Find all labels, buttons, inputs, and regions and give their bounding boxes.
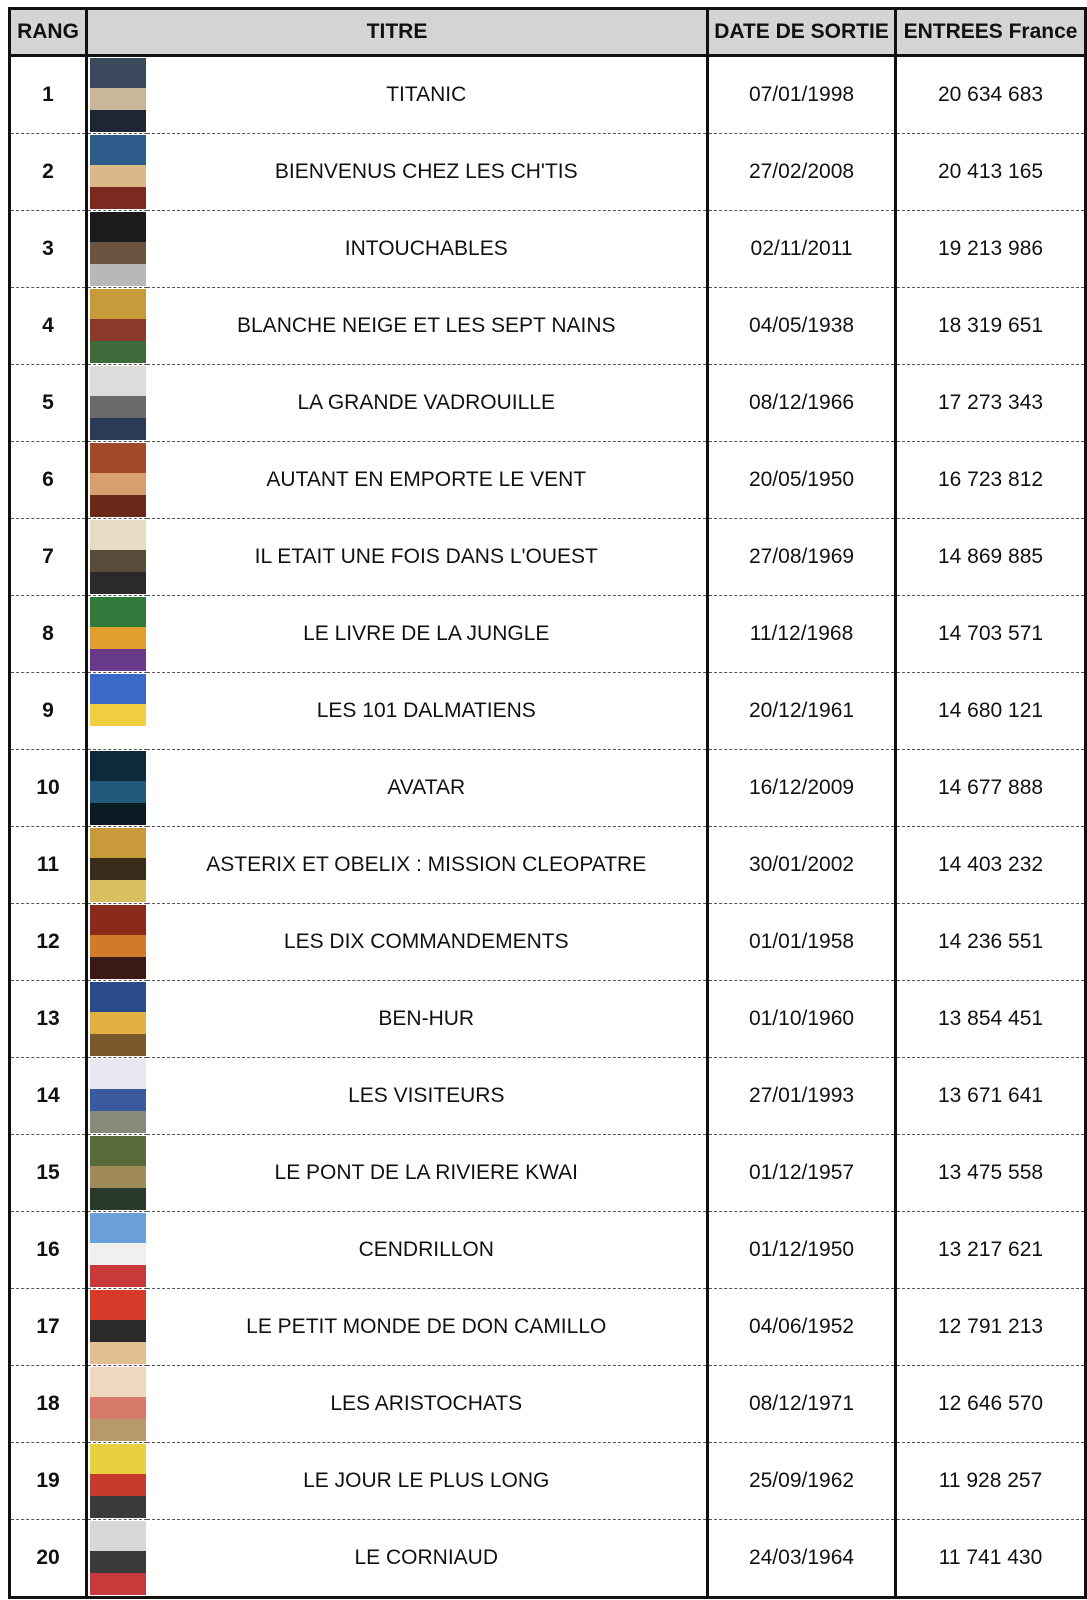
title-cell [147,1058,708,1135]
rank-cell: 19 [10,1443,87,1520]
movie-poster-thumbnail [90,1521,146,1595]
table-row [10,827,1086,904]
release-date-cell: 01/12/1957 [708,1135,896,1212]
poster-cell [87,981,147,1058]
movie-title: TITANIC [386,83,467,106]
title-cell [147,1135,708,1212]
title-cell [147,1443,708,1520]
entries-cell: 18 319 651 [896,288,1086,365]
poster-color-band [90,880,146,902]
rank-cell: 6 [10,442,87,519]
rank-cell: 17 [10,1289,87,1366]
movie-poster-thumbnail [90,597,146,671]
table-row [10,211,1086,288]
movie-poster-thumbnail [90,751,146,825]
entries-cell: 14 703 571 [896,596,1086,673]
entries-cell: 14 403 232 [896,827,1086,904]
poster-color-band [90,1551,146,1573]
table-row [10,981,1086,1058]
table-row [10,519,1086,596]
movie-title: LES VISITEURS [348,1084,505,1107]
title-cell [147,365,708,442]
movie-title: LE PETIT MONDE DE DON CAMILLO [246,1315,607,1338]
movie-poster-thumbnail [90,1290,146,1364]
poster-color-band [90,396,146,418]
movie-poster-thumbnail [90,212,146,286]
poster-color-band [90,242,146,264]
poster-cell [87,1366,147,1443]
rank-cell: 9 [10,673,87,750]
poster-color-band [90,982,146,1012]
poster-color-band [90,88,146,110]
table-row [10,1443,1086,1520]
movie-title: CENDRILLON [358,1238,494,1261]
movie-poster-thumbnail [90,1367,146,1441]
release-date-cell: 27/01/1993 [708,1058,896,1135]
movie-poster-thumbnail [90,828,146,902]
poster-color-band [90,473,146,495]
poster-cell [87,596,147,673]
release-date-cell: 25/09/1962 [708,1443,896,1520]
poster-color-band [90,781,146,803]
release-date-cell: 24/03/1964 [708,1520,896,1598]
poster-color-band [90,597,146,627]
poster-color-band [90,674,146,704]
movie-poster-thumbnail [90,674,146,748]
poster-color-band [90,1474,146,1496]
table-row [10,56,1086,134]
table-body [10,56,1086,1598]
poster-color-band [90,495,146,517]
table-row [10,1366,1086,1443]
table-row [10,134,1086,211]
header-title: TITRE [87,9,708,56]
rank-cell: 15 [10,1135,87,1212]
poster-cell [87,211,147,288]
poster-color-band [90,289,146,319]
poster-color-band [90,366,146,396]
poster-color-band [90,264,146,286]
poster-color-band [90,935,146,957]
poster-color-band [90,165,146,187]
poster-color-band [90,1034,146,1056]
table-row [10,1058,1086,1135]
movie-poster-thumbnail [90,905,146,979]
poster-color-band [90,1290,146,1320]
poster-color-band [90,550,146,572]
movie-title: LES DIX COMMANDEMENTS [283,930,569,953]
title-cell [147,673,708,750]
release-date-cell: 01/12/1950 [708,1212,896,1289]
table-row [10,750,1086,827]
movie-title: BLANCHE NEIGE ET LES SEPT NAINS [237,314,616,337]
box-office-table [8,7,1087,1599]
poster-color-band [90,1444,146,1474]
movie-poster-thumbnail [90,366,146,440]
poster-color-band [90,1265,146,1287]
rank-cell: 3 [10,211,87,288]
movie-title: LE PONT DE LA RIVIERE KWAI [274,1161,578,1184]
poster-color-band [90,1342,146,1364]
poster-cell [87,288,147,365]
entries-cell: 20 634 683 [896,56,1086,134]
entries-cell: 13 217 621 [896,1212,1086,1289]
poster-color-band [90,704,146,726]
movie-poster-thumbnail [90,289,146,363]
title-cell [147,211,708,288]
poster-color-band [90,1188,146,1210]
poster-color-band [90,319,146,341]
rank-cell: 7 [10,519,87,596]
title-cell [147,519,708,596]
movie-title: LES ARISTOCHATS [330,1392,523,1415]
rank-cell: 13 [10,981,87,1058]
title-cell [147,1520,708,1598]
poster-color-band [90,1397,146,1419]
release-date-cell: 20/05/1950 [708,442,896,519]
poster-cell [87,1058,147,1135]
title-cell [147,56,708,134]
rank-cell: 2 [10,134,87,211]
entries-cell: 12 791 213 [896,1289,1086,1366]
poster-color-band [90,1521,146,1551]
title-cell [147,1289,708,1366]
release-date-cell: 16/12/2009 [708,750,896,827]
table-row [10,1135,1086,1212]
movie-title: LA GRANDE VADROUILLE [297,391,556,414]
poster-color-band [90,212,146,242]
poster-cell [87,1289,147,1366]
poster-color-band [90,726,146,748]
entries-cell: 13 854 451 [896,981,1086,1058]
release-date-cell: 08/12/1971 [708,1366,896,1443]
rank-cell: 18 [10,1366,87,1443]
poster-color-band [90,751,146,781]
poster-color-band [90,58,146,88]
table-row [10,1212,1086,1289]
rank-cell: 20 [10,1520,87,1598]
release-date-cell: 27/08/1969 [708,519,896,596]
table-row [10,288,1086,365]
poster-cell [87,56,147,134]
movie-poster-thumbnail [90,982,146,1056]
entries-cell: 14 677 888 [896,750,1086,827]
entries-cell: 16 723 812 [896,442,1086,519]
table-row [10,1289,1086,1366]
table-row [10,442,1086,519]
release-date-cell: 08/12/1966 [708,365,896,442]
movie-title: LE CORNIAUD [354,1546,499,1569]
movie-poster-thumbnail [90,1059,146,1133]
entries-cell: 14 869 885 [896,519,1086,596]
poster-cell [87,827,147,904]
release-date-cell: 02/11/2011 [708,211,896,288]
table-row [10,596,1086,673]
poster-color-band [90,1320,146,1342]
poster-color-band [90,627,146,649]
title-cell [147,904,708,981]
poster-color-band [90,1089,146,1111]
release-date-cell: 11/12/1968 [708,596,896,673]
header-date: DATE DE SORTIE [708,9,896,56]
title-cell [147,288,708,365]
poster-color-band [90,1012,146,1034]
header-entries: ENTREES France [896,9,1086,56]
rank-cell: 5 [10,365,87,442]
entries-cell: 20 413 165 [896,134,1086,211]
poster-cell [87,673,147,750]
poster-color-band [90,828,146,858]
table-row [10,365,1086,442]
poster-color-band [90,341,146,363]
title-cell [147,134,708,211]
release-date-cell: 27/02/2008 [708,134,896,211]
poster-color-band [90,187,146,209]
poster-color-band [90,1573,146,1595]
header-row [10,9,1086,56]
title-cell [147,750,708,827]
rank-cell: 11 [10,827,87,904]
movie-title: LES 101 DALMATIENS [316,699,536,722]
poster-cell [87,134,147,211]
box-office-sheet [8,7,1078,1592]
rank-cell: 12 [10,904,87,981]
poster-color-band [90,905,146,935]
poster-cell [87,1135,147,1212]
entries-cell: 19 213 986 [896,211,1086,288]
table-row [10,1520,1086,1598]
rank-cell: 16 [10,1212,87,1289]
entries-cell: 14 680 121 [896,673,1086,750]
poster-cell [87,442,147,519]
movie-title: LE LIVRE DE LA JUNGLE [303,622,550,645]
poster-color-band [90,1059,146,1089]
movie-title: BEN-HUR [378,1007,475,1030]
movie-title: INTOUCHABLES [344,237,508,260]
rank-cell: 10 [10,750,87,827]
entries-cell: 12 646 570 [896,1366,1086,1443]
poster-color-band [90,110,146,132]
poster-color-band [90,957,146,979]
table-row [10,673,1086,750]
release-date-cell: 04/06/1952 [708,1289,896,1366]
movie-title: IL ETAIT UNE FOIS DANS L'OUEST [254,545,598,568]
poster-cell [87,519,147,596]
rank-cell: 14 [10,1058,87,1135]
title-cell [147,1366,708,1443]
poster-color-band [90,803,146,825]
poster-color-band [90,1166,146,1188]
rank-cell: 4 [10,288,87,365]
poster-color-band [90,135,146,165]
poster-cell [87,1443,147,1520]
movie-poster-thumbnail [90,520,146,594]
poster-color-band [90,418,146,440]
poster-color-band [90,1496,146,1518]
movie-title: LE JOUR LE PLUS LONG [303,1469,550,1492]
movie-poster-thumbnail [90,1444,146,1518]
title-cell [147,1212,708,1289]
movie-title: ASTERIX ET OBELIX : MISSION CLEOPATRE [206,853,647,876]
title-cell [147,442,708,519]
rank-cell: 1 [10,56,87,134]
poster-color-band [90,443,146,473]
poster-cell [87,365,147,442]
poster-color-band [90,520,146,550]
table-row [10,904,1086,981]
movie-poster-thumbnail [90,1213,146,1287]
movie-title: AUTANT EN EMPORTE LE VENT [266,468,587,491]
entries-cell: 13 671 641 [896,1058,1086,1135]
entries-cell: 11 741 430 [896,1520,1086,1598]
poster-color-band [90,1213,146,1243]
entries-cell: 13 475 558 [896,1135,1086,1212]
entries-cell: 14 236 551 [896,904,1086,981]
poster-cell [87,1212,147,1289]
movie-poster-thumbnail [90,58,146,132]
poster-color-band [90,649,146,671]
release-date-cell: 20/12/1961 [708,673,896,750]
release-date-cell: 04/05/1938 [708,288,896,365]
poster-color-band [90,1111,146,1133]
header-rank: RANG [10,9,87,56]
movie-poster-thumbnail [90,443,146,517]
release-date-cell: 01/10/1960 [708,981,896,1058]
poster-color-band [90,1419,146,1441]
poster-color-band [90,1136,146,1166]
entries-cell: 11 928 257 [896,1443,1086,1520]
poster-cell [87,1520,147,1598]
poster-color-band [90,1243,146,1265]
release-date-cell: 01/01/1958 [708,904,896,981]
entries-cell: 17 273 343 [896,365,1086,442]
title-cell [147,596,708,673]
movie-title: AVATAR [387,776,466,799]
poster-color-band [90,572,146,594]
poster-cell [87,750,147,827]
poster-color-band [90,1367,146,1397]
poster-color-band [90,858,146,880]
title-cell [147,827,708,904]
release-date-cell: 07/01/1998 [708,56,896,134]
movie-poster-thumbnail [90,135,146,209]
title-cell [147,981,708,1058]
poster-cell [87,904,147,981]
release-date-cell: 30/01/2002 [708,827,896,904]
movie-title: BIENVENUS CHEZ LES CH'TIS [274,160,578,183]
rank-cell: 8 [10,596,87,673]
movie-poster-thumbnail [90,1136,146,1210]
